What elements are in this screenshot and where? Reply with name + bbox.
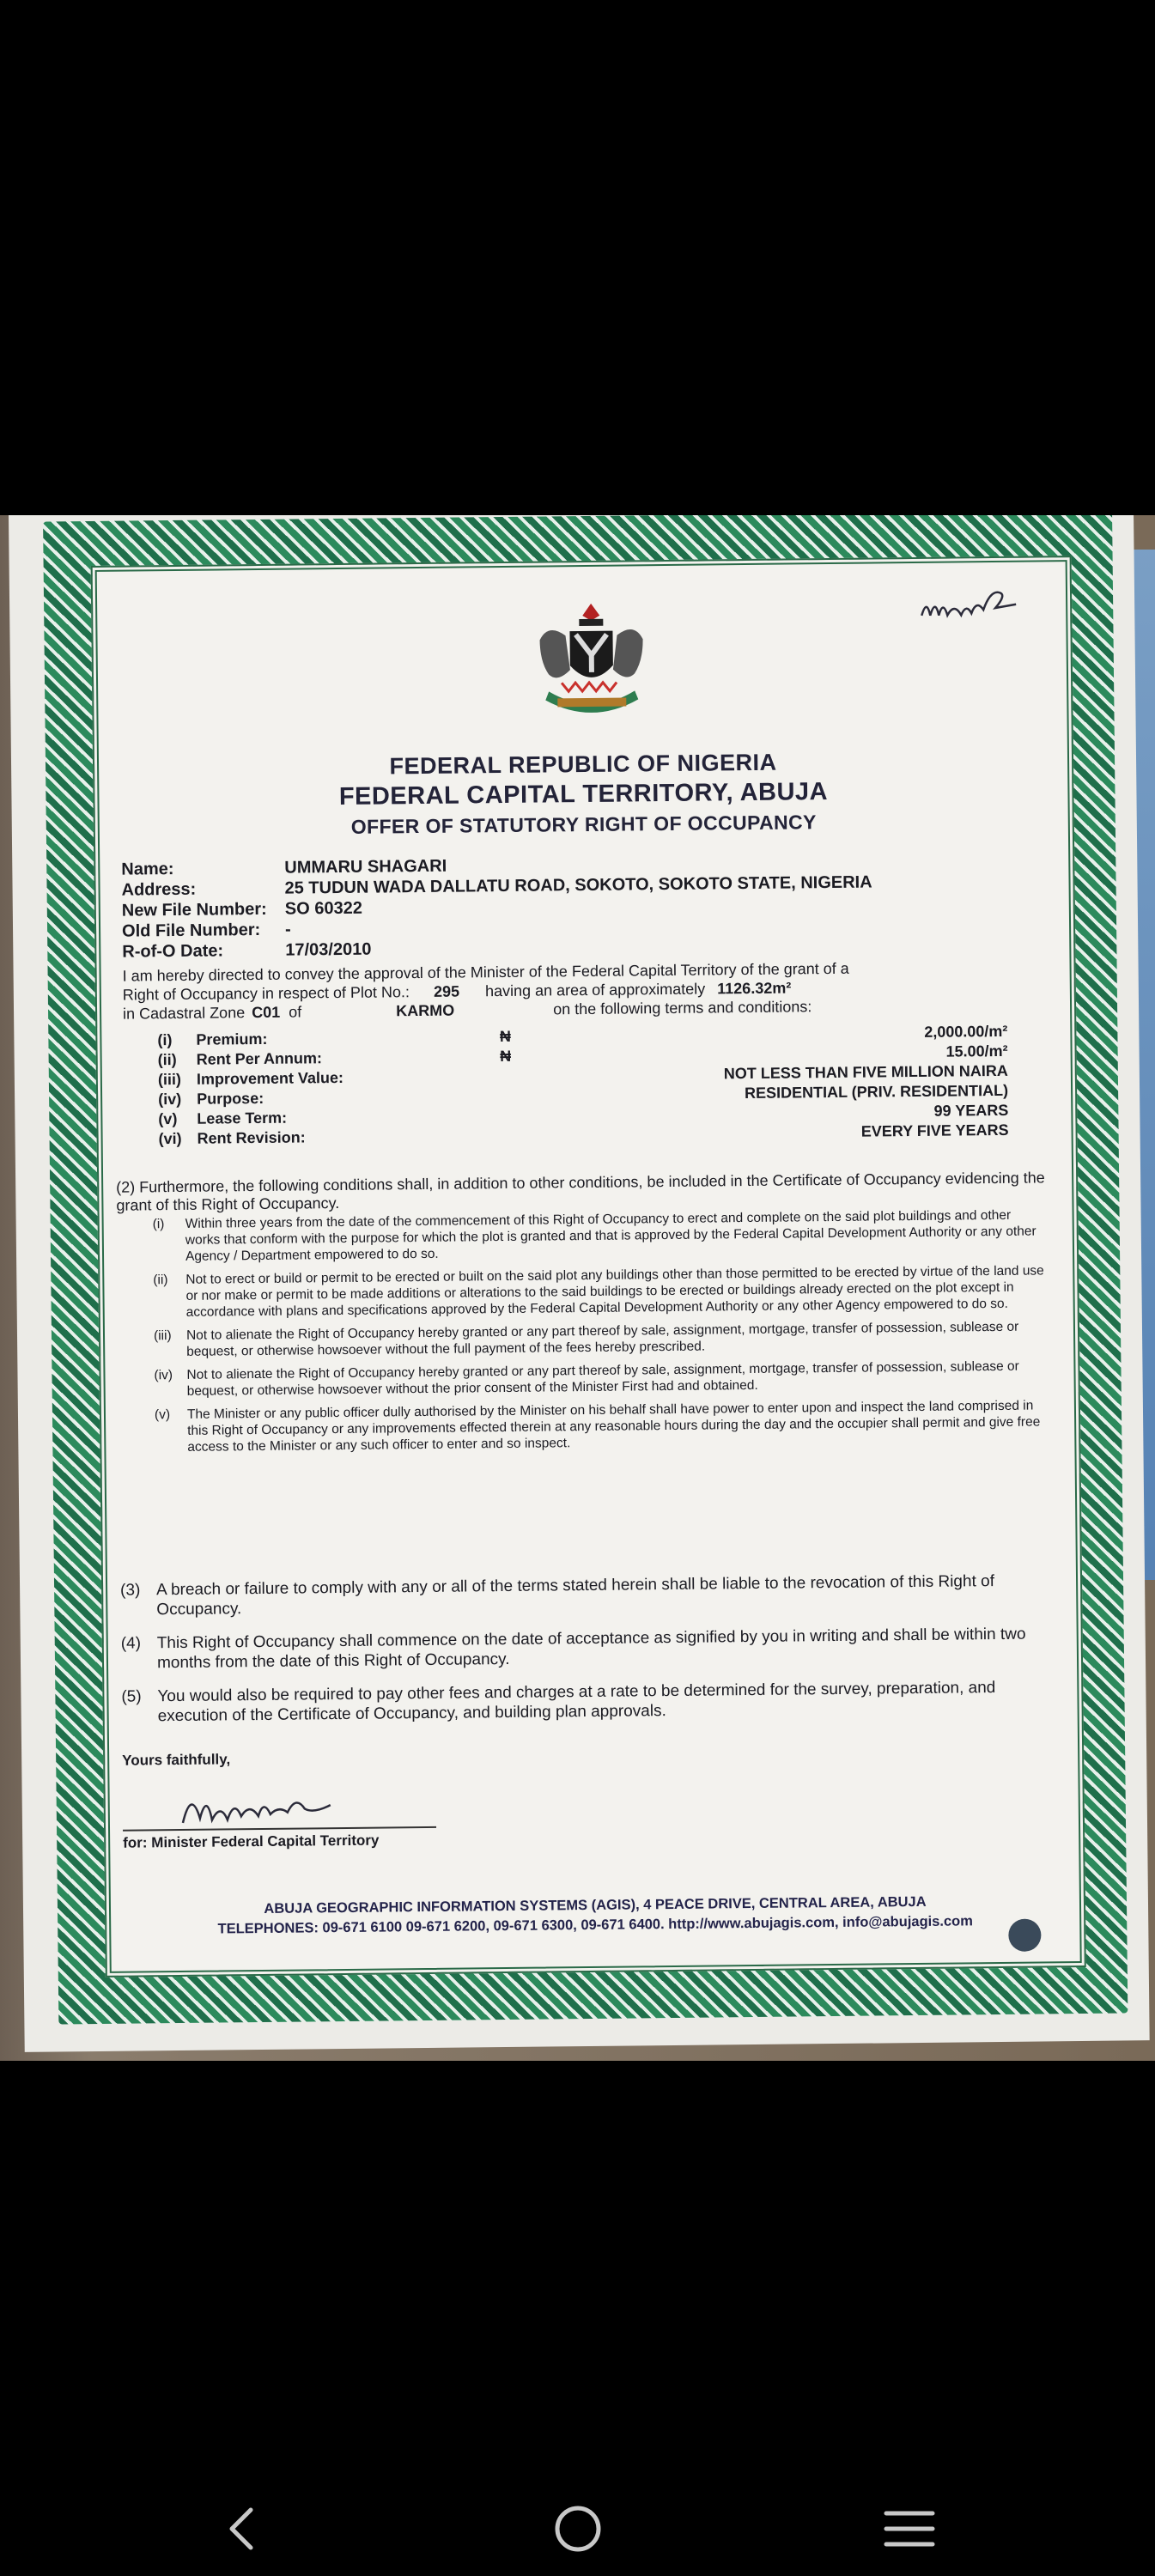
recents-icon[interactable] bbox=[883, 2503, 936, 2555]
applicant-details bbox=[121, 849, 1049, 962]
paragraph-item bbox=[121, 1624, 1057, 1673]
field-value: UMMARU SHAGARI bbox=[284, 856, 447, 878]
condition-item bbox=[154, 1318, 1047, 1360]
field-label: Address: bbox=[121, 879, 197, 900]
approval-intro bbox=[123, 957, 1051, 1023]
closing-paragraphs bbox=[120, 1571, 1058, 1740]
field-value: 17/03/2010 bbox=[285, 939, 372, 960]
field-label: Name: bbox=[121, 860, 174, 879]
field-label: New File Number: bbox=[121, 899, 267, 920]
term-number: (v) bbox=[158, 1109, 178, 1128]
document-title: OFFER OF STATUTORY RIGHT OF OCCUPANCY bbox=[350, 811, 817, 838]
handwritten-mark-graphic bbox=[917, 581, 1047, 626]
term-number: (ii) bbox=[157, 1050, 177, 1069]
field-value: - bbox=[284, 920, 291, 939]
header-line-2: FEDERAL CAPITAL TERRITORY, ABUJA bbox=[338, 778, 829, 811]
term-value: 15.00/m² bbox=[945, 1042, 1008, 1060]
condition-item bbox=[153, 1206, 1047, 1265]
term-label: Lease Term: bbox=[197, 1109, 288, 1127]
condition-text: Not to erect or build or permit to be erected or built on the said plot any buildings other than those permitted to be erected by virtue of the land use or nor make or permit to be made additions or alterations to the said buildings to be erected or buildings already erected on the plot except in accordance with plans and specifications approved by the Federal Capital Development Authority or any other Agency empowered to do so. bbox=[185, 1263, 1044, 1320]
intro-terms-label: on the following terms and conditions: bbox=[553, 998, 812, 1018]
document-photo bbox=[0, 515, 1155, 2061]
paragraph-text: You would also be required to pay other fees and charges at a rate to be determined for the survey, preparation, and execution of the Certificate of Occupancy, and building plan approvals. bbox=[157, 1679, 996, 1726]
signatory-title: for: Minister Federal Capital Territory bbox=[123, 1832, 380, 1851]
android-navigation-bar bbox=[0, 2456, 1155, 2576]
term-number: (i) bbox=[157, 1031, 173, 1049]
term-label: Premium: bbox=[196, 1030, 268, 1048]
term-value: RESIDENTIAL (PRIV. RESIDENTIAL) bbox=[744, 1081, 1009, 1103]
condition-text: Within three years from the date of the commencement of this Right of Occupancy to erect and complete on the said plot buildings and other works that conform with the purpose for which the plot is granted and that is approved by the Federal Capital Development Authority or any other Agency / Department empowered to do so. bbox=[185, 1207, 1036, 1264]
condition-number: (iv) bbox=[154, 1368, 173, 1383]
certificate-body bbox=[91, 556, 1086, 1978]
naira-sign: ₦ bbox=[500, 1047, 512, 1066]
term-value: NOT LESS THAN FIVE MILLION NAIRA bbox=[723, 1061, 1008, 1083]
term-number: (vi) bbox=[158, 1129, 182, 1148]
term-label: Improvement Value: bbox=[196, 1068, 344, 1088]
condition-text: Not to alienate the Right of Occupancy hereby granted or any part thereof by sale, assignment, mortgage, transfer of possession, sublease or bequest, or otherwise howsoever without the full payment of the fees hereby prescribed. bbox=[185, 1319, 1019, 1359]
naira-sign bbox=[454, 1085, 557, 1106]
term-label: Rent Revision: bbox=[197, 1128, 306, 1147]
cadastral-zone: C01 bbox=[252, 1003, 281, 1022]
naira-sign bbox=[454, 1105, 557, 1126]
terms-table bbox=[157, 1022, 1034, 1150]
paragraph-text: This Right of Occupancy shall commence on the date of acceptance as signified by you in writing and shall be within two months from the date of this Right of Occupancy. bbox=[156, 1625, 1026, 1673]
furthermore-paragraph: (2) Furthermore, the following conditions shall, in addition to other conditions, be included in the Certificate of Occupancy evidencing the grant of this Right of Occupancy. bbox=[116, 1169, 1045, 1214]
field-value: 25 TUDUN WADA DALLATU ROAD, SOKOTO, SOKOTO STATE, NIGERIA bbox=[284, 872, 872, 898]
paragraph-text: A breach or failure to comply with any or all of the terms stated herein shall be liable to the revocation of this Right of Occupancy. bbox=[156, 1572, 995, 1619]
field-label: R-of-O Date: bbox=[122, 941, 224, 962]
condition-text: The Minister or any public officer dully authorised by the Minister on his behalf shall have power to enter upon and inspect the land comprised in this Right of Occupancy or any improvements effected therein at any reasonable hours during the day and the occupier shall permit and give free access to the Minister or any such officer to enter and so inspect. bbox=[186, 1398, 1041, 1455]
certificate-sheet bbox=[9, 515, 1150, 2052]
header-line-1: FEDERAL REPUBLIC OF NIGERIA bbox=[389, 749, 777, 780]
back-icon[interactable] bbox=[225, 2503, 259, 2555]
coat-of-arms-icon bbox=[522, 596, 661, 726]
district-name: KARMO bbox=[396, 1001, 455, 1020]
term-value: 2,000.00/m² bbox=[924, 1022, 1008, 1041]
term-label: Rent Per Annum: bbox=[196, 1049, 323, 1068]
home-icon[interactable] bbox=[552, 2503, 604, 2555]
condition-item bbox=[154, 1358, 1047, 1400]
term-number: (iv) bbox=[158, 1090, 182, 1109]
condition-number: (i) bbox=[152, 1217, 165, 1232]
term-label: Purpose: bbox=[197, 1089, 264, 1108]
conditions-list bbox=[153, 1206, 1049, 1462]
closing-salutation: Yours faithfully, bbox=[122, 1751, 231, 1769]
plot-number: 295 bbox=[433, 982, 460, 1000]
condition-number: (iii) bbox=[153, 1328, 172, 1344]
paragraph-item bbox=[120, 1571, 1056, 1619]
condition-number: (ii) bbox=[153, 1273, 168, 1288]
corner-handwritten-mark bbox=[917, 581, 1047, 634]
condition-item bbox=[155, 1397, 1049, 1455]
seal-icon bbox=[1008, 1919, 1041, 1952]
field-value: SO 60322 bbox=[284, 898, 363, 919]
condition-item bbox=[153, 1262, 1047, 1321]
footer-contacts: TELEPHONES: 09-671 6100 09-671 6200, 09-671 6300, 09-671 6400. http://www.abujagis.com, info@abujagis.com bbox=[217, 1913, 973, 1937]
term-value: EVERY FIVE YEARS bbox=[860, 1121, 1009, 1140]
term-value: 99 YEARS bbox=[933, 1101, 1009, 1120]
intro-of: of bbox=[289, 1003, 302, 1021]
paragraph-number: (3) bbox=[120, 1581, 141, 1600]
paragraph-number: (4) bbox=[120, 1634, 142, 1653]
footer-address: ABUJA GEOGRAPHIC INFORMATION SYSTEMS (AGIS), 4 PEACE DRIVE, CENTRAL AREA, ABUJA bbox=[264, 1893, 927, 1917]
field-label: Old File Number: bbox=[121, 920, 261, 941]
plot-area: 1126.32m² bbox=[717, 979, 792, 998]
intro-plot-label: Right of Occupancy in respect of Plot No.: bbox=[122, 983, 410, 1004]
intro-zone-label: in Cadastral Zone bbox=[122, 1004, 246, 1023]
naira-sign: ₦ bbox=[499, 1027, 511, 1046]
naira-sign bbox=[454, 1125, 557, 1145]
naira-sign bbox=[454, 1066, 557, 1086]
intro-area-label: having an area of approximately bbox=[484, 980, 706, 1000]
condition-number: (v) bbox=[154, 1407, 171, 1423]
intro-line-1: I am hereby directed to convey the approval of the Minister of the Federal Capital Territory of the grant of a bbox=[122, 959, 849, 985]
condition-text: Not to alienate the Right of Occupancy hereby granted or any part thereof by sale, assignment, mortgage, transfer of possession, sublease or bequest, or otherwise howsoever without the prior consent of the Minister First had and obtained. bbox=[186, 1358, 1019, 1399]
paragraph-number: (5) bbox=[121, 1687, 142, 1706]
term-number: (iii) bbox=[157, 1070, 181, 1089]
paragraph-item bbox=[121, 1677, 1057, 1726]
